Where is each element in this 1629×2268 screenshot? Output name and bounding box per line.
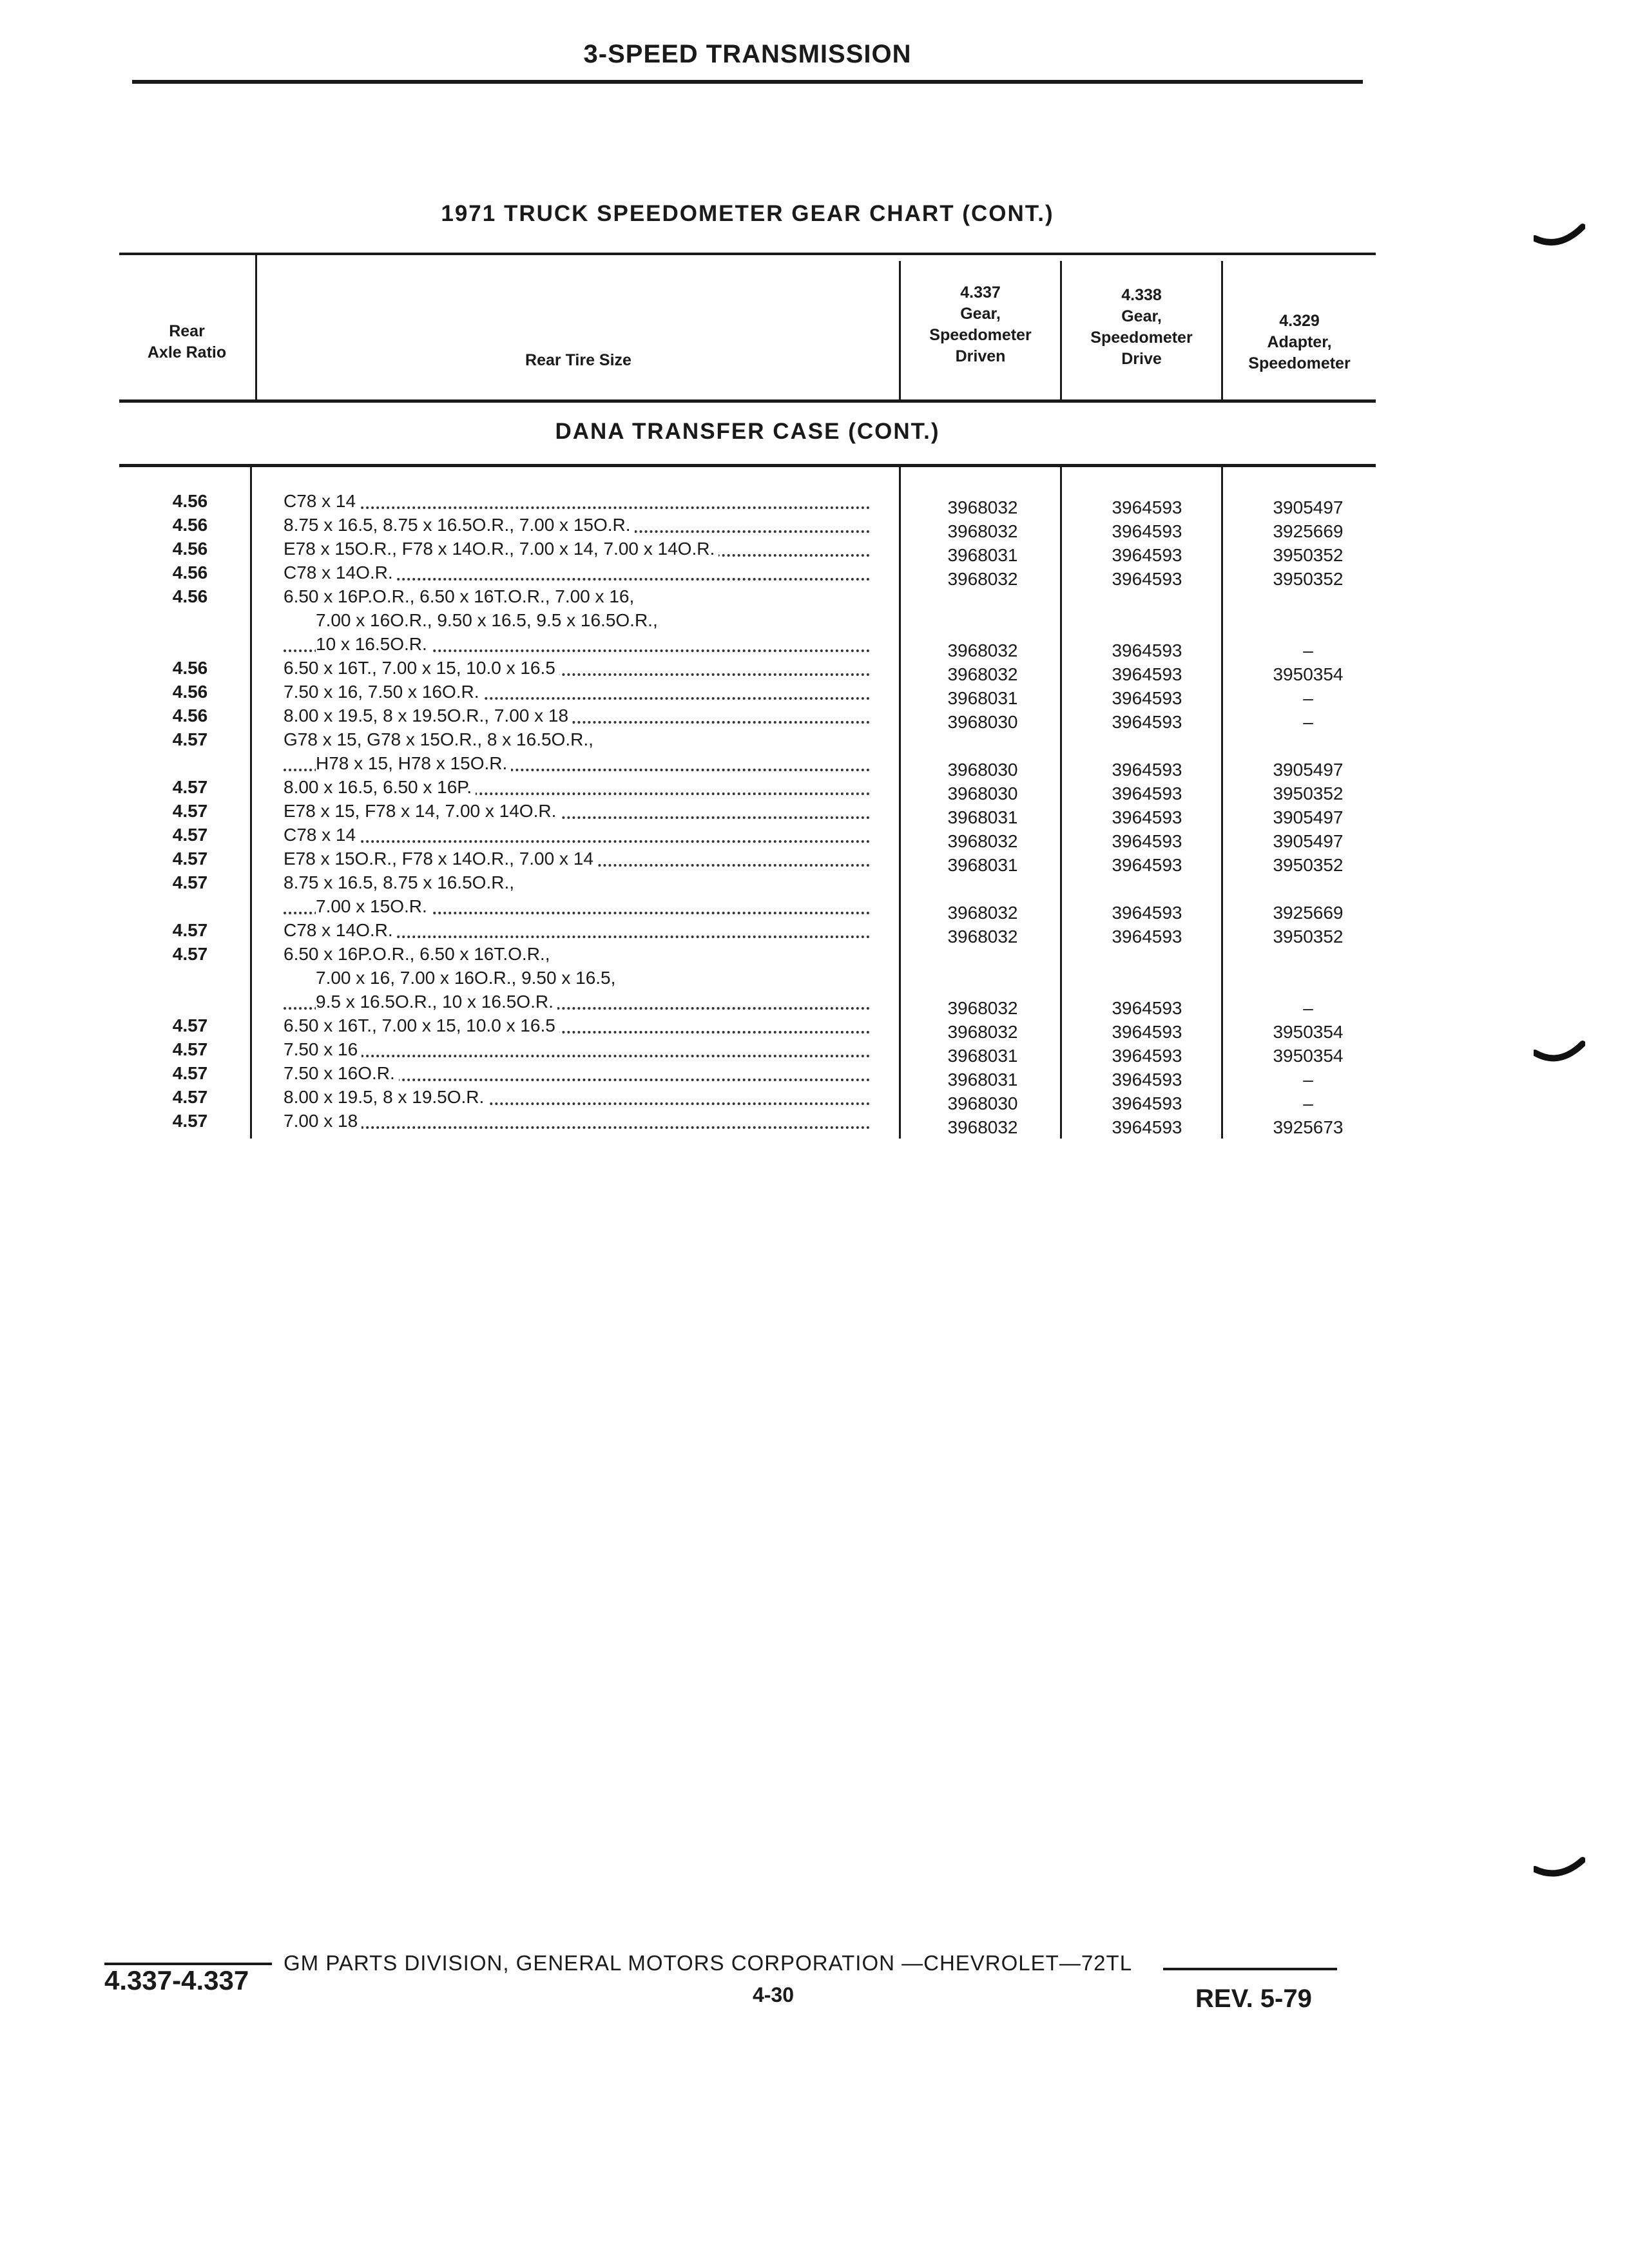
col-header-drive — [1062, 285, 1221, 370]
col-header-driven-line: Driven — [955, 347, 1006, 365]
tire-size-cell — [284, 1063, 876, 1087]
table-row — [0, 491, 1629, 515]
axle-ratio-cell: 4.56 — [172, 586, 208, 606]
table-row — [0, 849, 1629, 875]
driven-gear-cell: 3968032 — [947, 831, 1018, 851]
axle-ratio-cell: 4.57 — [172, 920, 208, 940]
footer-division: GM PARTS DIVISION, GENERAL MOTORS CORPORATION —CHEVROLET—72TL — [284, 1951, 1133, 1975]
driven-gear-cell: 3968032 — [947, 664, 1018, 684]
table-top-rule — [119, 253, 1376, 255]
tire-size-cell — [284, 1039, 876, 1063]
table-row — [0, 944, 1629, 1018]
adapter-cell: 3950354 — [1273, 1022, 1344, 1042]
tire-size-cell — [284, 1015, 876, 1039]
tire-size-line — [284, 753, 876, 777]
driven-gear-cell: 3968032 — [947, 1022, 1018, 1042]
adapter-cell: 3950354 — [1273, 664, 1344, 684]
tire-size-cell — [284, 515, 876, 539]
section-title: DANA TRANSFER CASE (CONT.) — [555, 419, 940, 444]
col-header-drive-line: Drive — [1121, 350, 1162, 368]
axle-ratio-cell: 4.56 — [172, 539, 208, 559]
tire-size-line — [284, 586, 876, 610]
tire-size-line — [284, 1063, 876, 1087]
drive-gear-cell: 3964593 — [1112, 569, 1182, 589]
drive-gear-cell: 3964593 — [1112, 545, 1182, 565]
tire-size-line — [284, 515, 876, 539]
col-header-tire-line: Rear Tire Size — [525, 351, 631, 369]
binder-mark-icon — [1534, 1037, 1585, 1070]
drive-gear-cell: 3964593 — [1112, 927, 1182, 947]
footer-page-number: 4-30 — [752, 1983, 795, 2006]
tire-size-line — [284, 849, 876, 872]
axle-ratio-cell: 4.56 — [172, 562, 208, 582]
tire-size-text: C78 x 14O.R. — [284, 920, 397, 940]
axle-ratio-cell: 4.57 — [172, 944, 208, 964]
table-row — [0, 1015, 1629, 1042]
tire-size-line — [284, 801, 876, 825]
col-header-drive-line: Speedometer — [1090, 329, 1193, 347]
tire-size-cell — [284, 920, 876, 944]
tire-size-line — [284, 1111, 876, 1135]
driven-gear-cell: 3968032 — [947, 640, 1018, 660]
tire-size-text: 7.00 x 15O.R. — [316, 896, 431, 916]
adapter-cell: – — [1303, 712, 1313, 732]
adapter-cell: 3925669 — [1273, 903, 1344, 923]
tire-size-line — [284, 825, 876, 849]
tire-size-text: 7.00 x 16, 7.00 x 16O.R., 9.50 x 16.5, — [316, 968, 619, 988]
drive-gear-cell: 3964593 — [1112, 1070, 1182, 1090]
tire-size-line — [284, 968, 876, 992]
drive-gear-cell: 3964593 — [1112, 712, 1182, 732]
adapter-cell: 3950352 — [1273, 855, 1344, 875]
tire-size-text: 8.00 x 16.5, 6.50 x 16P. — [284, 777, 476, 797]
axle-ratio-cell: 4.57 — [172, 825, 208, 845]
tire-size-cell — [284, 801, 876, 825]
table-row — [0, 825, 1629, 849]
tire-size-line — [284, 1015, 876, 1039]
table-row — [0, 562, 1629, 589]
tire-size-text: E78 x 15O.R., F78 x 14O.R., 7.00 x 14 — [284, 849, 597, 869]
binder-mark-icon — [1534, 219, 1585, 251]
tire-size-text: E78 x 15O.R., F78 x 14O.R., 7.00 x 14, 7.00 x 14O.R. — [284, 539, 718, 559]
tire-size-line — [284, 706, 876, 729]
tire-size-cell — [284, 658, 876, 682]
tire-size-line — [284, 682, 876, 706]
driven-gear-cell: 3968031 — [947, 1046, 1018, 1066]
table-row — [0, 872, 1629, 923]
driven-gear-cell: 3968032 — [947, 903, 1018, 923]
section-bottom-rule — [119, 464, 1376, 467]
driven-gear-cell: 3968031 — [947, 807, 1018, 827]
table-row — [0, 1063, 1629, 1090]
drive-gear-cell: 3964593 — [1112, 521, 1182, 541]
axle-ratio-cell: 4.57 — [172, 1111, 208, 1131]
adapter-cell: 3905497 — [1273, 807, 1344, 827]
drive-gear-cell: 3964593 — [1112, 760, 1182, 780]
tire-size-text: 8.00 x 19.5, 8 x 19.5O.R., 7.00 x 18 — [284, 706, 572, 726]
tire-size-text: C78 x 14 — [284, 825, 360, 845]
tire-size-line — [284, 1039, 876, 1063]
tire-size-text: 7.00 x 18 — [284, 1111, 361, 1131]
tire-size-line — [284, 634, 876, 658]
drive-gear-cell: 3964593 — [1112, 1046, 1182, 1066]
tire-size-text: 8.75 x 16.5, 8.75 x 16.5O.R., — [284, 872, 518, 892]
col-header-adapter-line: 4.329 — [1279, 312, 1320, 330]
col-header-drive-line: Gear, — [1121, 307, 1162, 325]
footer-section-code: 4.337-4.337 — [104, 1965, 249, 1995]
driven-gear-cell: 3968032 — [947, 497, 1018, 517]
table-row — [0, 801, 1629, 825]
page-header: 3-SPEED TRANSMISSION — [583, 40, 912, 68]
tire-size-line — [284, 920, 876, 944]
tire-size-cell — [284, 1111, 876, 1135]
tire-size-cell — [284, 562, 876, 586]
drive-gear-cell: 3964593 — [1112, 688, 1182, 708]
driven-gear-cell: 3968030 — [947, 783, 1018, 803]
adapter-cell: 3950352 — [1273, 569, 1344, 589]
tire-size-line — [284, 562, 876, 586]
tire-size-line — [284, 539, 876, 562]
driven-gear-cell: 3968032 — [947, 1117, 1018, 1137]
axle-ratio-cell: 4.57 — [172, 729, 208, 749]
drive-gear-cell: 3964593 — [1112, 855, 1182, 875]
axle-ratio-cell: 4.57 — [172, 849, 208, 869]
driven-gear-cell: 3968032 — [947, 998, 1018, 1018]
drive-gear-cell: 3964593 — [1112, 998, 1182, 1018]
tire-size-text: H78 x 15, H78 x 15O.R. — [316, 753, 511, 773]
adapter-cell: – — [1303, 640, 1313, 660]
table-header-bottom-rule — [119, 399, 1376, 403]
driven-gear-cell: 3968031 — [947, 1070, 1018, 1090]
table-row — [0, 586, 1629, 658]
driven-gear-cell: 3968031 — [947, 545, 1018, 565]
tire-size-line — [284, 729, 876, 753]
adapter-cell: – — [1303, 1093, 1313, 1113]
table-row — [0, 1111, 1629, 1135]
tire-size-text: G78 x 15, G78 x 15O.R., 8 x 16.5O.R., — [284, 729, 597, 749]
tire-size-line — [284, 896, 876, 920]
chart-title: 1971 TRUCK SPEEDOMETER GEAR CHART (CONT.) — [441, 201, 1054, 226]
driven-gear-cell: 3968032 — [947, 521, 1018, 541]
adapter-cell: 3905497 — [1273, 497, 1344, 517]
tire-size-line — [284, 491, 876, 515]
adapter-cell: 3950352 — [1273, 545, 1344, 565]
drive-gear-cell: 3964593 — [1112, 783, 1182, 803]
tire-size-line — [284, 658, 876, 682]
axle-ratio-cell: 4.56 — [172, 706, 208, 726]
drive-gear-cell: 3964593 — [1112, 831, 1182, 851]
tire-size-text: 7.50 x 16 — [284, 1039, 361, 1059]
tire-size-text: 7.50 x 16O.R. — [284, 1063, 399, 1083]
col-header-tire — [258, 350, 899, 371]
table-row — [0, 682, 1629, 706]
col-header-driven-line: Gear, — [960, 305, 1001, 323]
adapter-cell: 3905497 — [1273, 760, 1344, 780]
tire-size-cell — [284, 706, 876, 729]
footer-rule-right — [1163, 1968, 1337, 1970]
driven-gear-cell: 3968030 — [947, 1093, 1018, 1113]
adapter-cell: 3950352 — [1273, 783, 1344, 803]
col-header-driven-line: Speedometer — [929, 326, 1032, 344]
table-row — [0, 920, 1629, 947]
axle-ratio-cell: 4.57 — [172, 1015, 208, 1035]
axle-ratio-cell: 4.57 — [172, 777, 208, 797]
driven-gear-cell: 3968031 — [947, 688, 1018, 708]
drive-gear-cell: 3964593 — [1112, 664, 1182, 684]
axle-ratio-cell: 4.57 — [172, 1063, 208, 1083]
tire-size-cell — [284, 777, 876, 801]
col-header-ratio-line: Axle Ratio — [147, 343, 227, 361]
table-row — [0, 729, 1629, 780]
binder-mark-icon — [1534, 1852, 1585, 1885]
tire-size-text: 6.50 x 16P.O.R., 6.50 x 16T.O.R., 7.00 x 16, — [284, 586, 638, 606]
axle-ratio-cell: 4.56 — [172, 491, 208, 511]
axle-ratio-cell: 4.57 — [172, 1039, 208, 1059]
tire-size-text: 8.75 x 16.5, 8.75 x 16.5O.R., 7.00 x 15O.R. — [284, 515, 635, 535]
drive-gear-cell: 3964593 — [1112, 807, 1182, 827]
col-header-adapter-line: Speedometer — [1248, 354, 1351, 372]
tire-size-text: 6.50 x 16T., 7.00 x 15, 10.0 x 16.5 — [284, 1015, 559, 1035]
footer-revision: REV. 5-79 — [1195, 1984, 1312, 2013]
tire-size-line — [284, 1087, 876, 1111]
tire-size-text: 6.50 x 16P.O.R., 6.50 x 16T.O.R., — [284, 944, 554, 964]
col-header-ratio — [119, 321, 255, 363]
drive-gear-cell: 3964593 — [1112, 497, 1182, 517]
adapter-cell: – — [1303, 688, 1313, 708]
driven-gear-cell: 3968031 — [947, 855, 1018, 875]
driven-gear-cell: 3968030 — [947, 760, 1018, 780]
col-header-driven — [901, 282, 1060, 367]
tire-size-cell — [284, 729, 876, 777]
tire-size-line — [284, 610, 876, 634]
col-header-driven-line: 4.337 — [960, 284, 1001, 302]
tire-size-text: 7.00 x 16O.R., 9.50 x 16.5, 9.5 x 16.5O.R., — [316, 610, 662, 630]
adapter-cell: 3925673 — [1273, 1117, 1344, 1137]
tire-size-cell — [284, 944, 876, 1015]
tire-size-cell — [284, 491, 876, 515]
axle-ratio-cell: 4.57 — [172, 801, 208, 821]
header-rule — [132, 80, 1363, 84]
adapter-cell: 3950354 — [1273, 1046, 1344, 1066]
drive-gear-cell: 3964593 — [1112, 1093, 1182, 1113]
adapter-cell: – — [1303, 1070, 1313, 1090]
axle-ratio-cell: 4.57 — [172, 1087, 208, 1107]
tire-size-cell — [284, 539, 876, 562]
tire-size-text: 9.5 x 16.5O.R., 10 x 16.5O.R. — [316, 992, 557, 1012]
tire-size-cell — [284, 872, 876, 920]
tire-size-text: 7.50 x 16, 7.50 x 16O.R. — [284, 682, 483, 702]
col-header-drive-line: 4.338 — [1121, 286, 1162, 304]
tire-size-cell — [284, 586, 876, 658]
axle-ratio-cell: 4.56 — [172, 658, 208, 678]
tire-size-cell — [284, 1087, 876, 1111]
tire-size-line — [284, 777, 876, 801]
tire-size-line — [284, 992, 876, 1015]
col-header-adapter-line: Adapter, — [1267, 333, 1332, 351]
table-row — [0, 658, 1629, 682]
drive-gear-cell: 3964593 — [1112, 1117, 1182, 1137]
adapter-cell: – — [1303, 998, 1313, 1018]
tire-size-text: C78 x 14 — [284, 491, 360, 511]
col-header-ratio-line: Rear — [169, 322, 205, 340]
driven-gear-cell: 3968032 — [947, 569, 1018, 589]
header-divider-1 — [255, 254, 257, 401]
table-row — [0, 1039, 1629, 1066]
col-header-adapter — [1223, 311, 1376, 374]
table-row — [0, 539, 1629, 565]
tire-size-cell — [284, 682, 876, 706]
tire-size-cell — [284, 825, 876, 849]
axle-ratio-cell: 4.56 — [172, 515, 208, 535]
tire-size-text: 10 x 16.5O.R. — [316, 634, 431, 654]
table-row — [0, 515, 1629, 539]
table-row — [0, 706, 1629, 732]
tire-size-text: 6.50 x 16T., 7.00 x 15, 10.0 x 16.5 — [284, 658, 559, 678]
tire-size-text: E78 x 15, F78 x 14, 7.00 x 14O.R. — [284, 801, 560, 821]
tire-size-line — [284, 944, 876, 968]
tire-size-text: C78 x 14O.R. — [284, 562, 397, 582]
axle-ratio-cell: 4.56 — [172, 682, 208, 702]
adapter-cell: 3925669 — [1273, 521, 1344, 541]
drive-gear-cell: 3964593 — [1112, 1022, 1182, 1042]
adapter-cell: 3950352 — [1273, 927, 1344, 947]
table-row — [0, 777, 1629, 801]
drive-gear-cell: 3964593 — [1112, 640, 1182, 660]
axle-ratio-cell: 4.57 — [172, 872, 208, 892]
driven-gear-cell: 3968032 — [947, 927, 1018, 947]
drive-gear-cell: 3964593 — [1112, 903, 1182, 923]
tire-size-line — [284, 872, 876, 896]
tire-size-text: 8.00 x 19.5, 8 x 19.5O.R. — [284, 1087, 488, 1107]
driven-gear-cell: 3968030 — [947, 712, 1018, 732]
table-row — [0, 1087, 1629, 1111]
tire-size-cell — [284, 849, 876, 872]
adapter-cell: 3905497 — [1273, 831, 1344, 851]
